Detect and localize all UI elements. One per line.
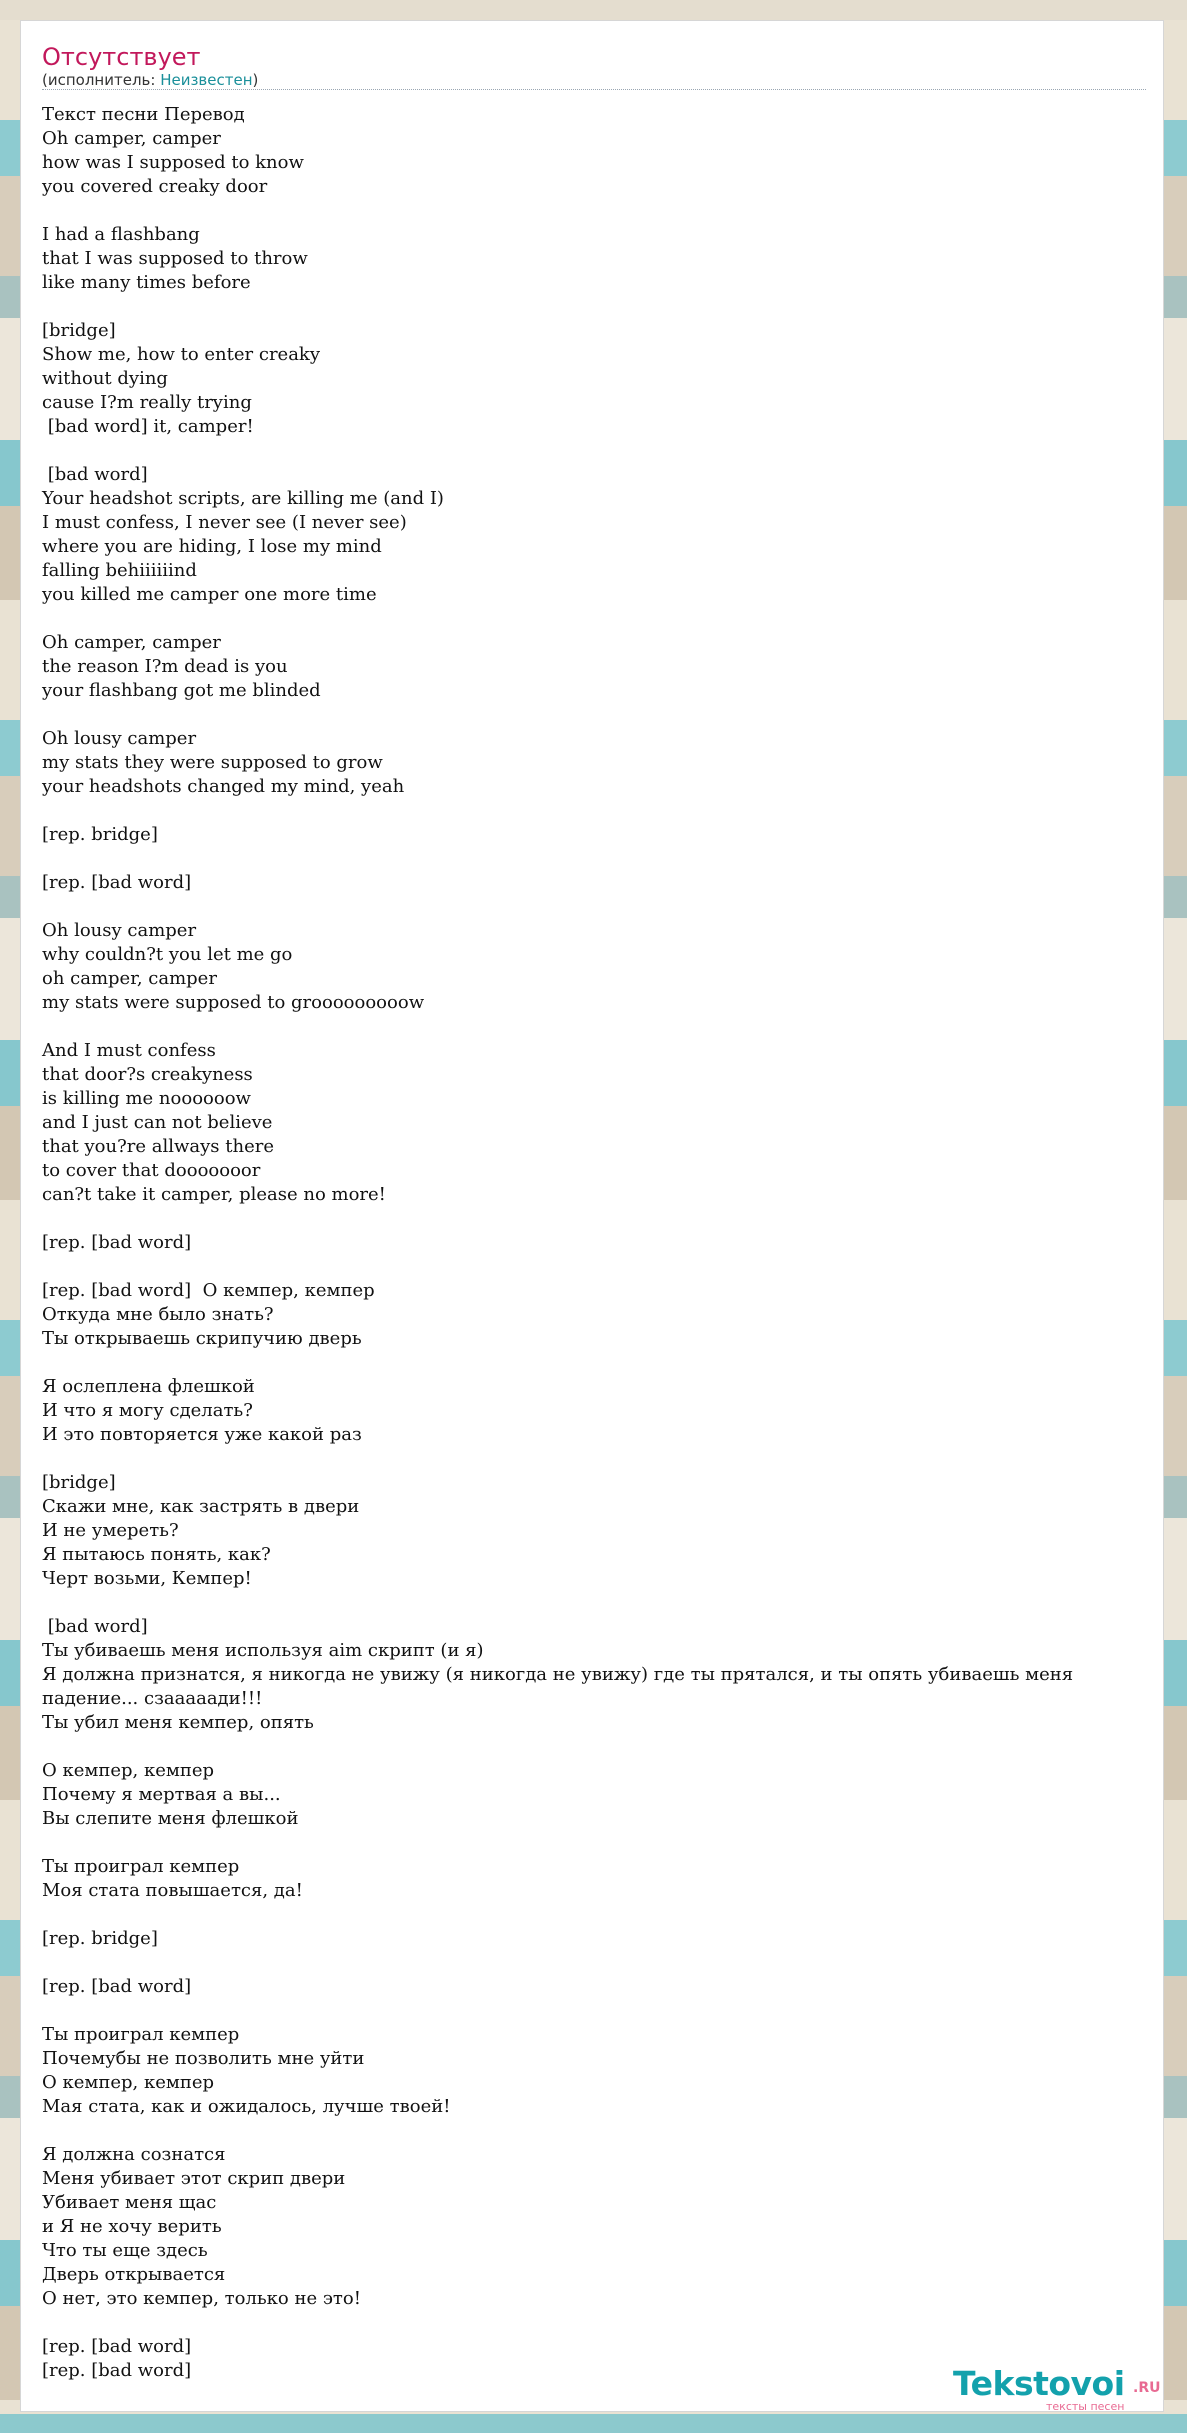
logo-suffix: .RU [1133, 2380, 1161, 2396]
song-title: Отсутствует [42, 43, 201, 71]
lyrics-page [20, 20, 1164, 2412]
logo-name: Tekstovoi [953, 2364, 1125, 2403]
title-divider [42, 89, 1146, 90]
site-logo[interactable] [953, 2364, 1161, 2413]
lyrics-text: Текст песни Перевод Oh camper, camper how was I supposed to know you covered creaky door I had a flashbang that I was supposed to throw like many times before [bridge] Show me, how to enter creaky without dying cause I?m really trying [bad word] it, camper! [bad word] Your headshot scripts, are killing me (and I) I must confess, I never see (I never see) where you are hiding, I lose my mind falling behiiiiiind you killed me camper one more time Oh camper, camper the reason I?m dead is you your flashbang got me blinded Oh lousy camper my stats they were supposed to grow your headshots changed my mind, yeah [rep. bridge] [rep. [bad word] Oh lousy camper why couldn?t you let me go oh camper, camper my stats were supposed to grooooooooow And I must confess that door?s creakyness is killing me noooooow and I just can not believe that you?re allways there to cover that dooooooor can?t take it camper, please no more! [rep. [bad word] [rep. [bad word] О кемпер, кемпер Откуда мне было знать? Ты открываешь скрипучию дверь Я ослеплена флешкой И что я могу сделать? И это повторяется уже какой раз [bridge] Скажи мне, как застрять в двери И не умереть? Я пытаюсь понять, как? Черт возьми, Кемпер! [bad word] Ты убиваешь меня используя aim скрипт (и я) Я должна признатся, я никогда не увижу (я никогда не увижу) где ты прятался, и ты опять убиваешь меня падение... сзааааади!!! Ты убил меня кемпер, опять О кемпер, кемпер Почему я мертвая а вы... Вы слепите меня флешкой Ты проиграл кемпер Моя стата повышается, да! [rep. bridge] [rep. [bad word] Ты проиграл кемпер Почемубы не позволить мне уйти О кемпер, кемпер Мая стата, как и ожидалось, лучше твоей! Я должна сознатся Меня убивает этот скрип двери Убивает меня щас и Я не хочу верить Что ты еще здесь Дверь открывается О нет, это кемпер, только не это! [rep. [bad word] [rep. [bad word] [42, 104, 1074, 2381]
artist-prefix: (исполнитель: [42, 71, 161, 89]
artist-link[interactable]: Неизвестен [160, 71, 253, 89]
logo-tagline: тексты песен [1046, 2400, 1125, 2413]
background-frame-bottom [0, 2414, 1187, 2433]
background-frame-top [0, 0, 1187, 20]
artist-suffix: ) [252, 71, 259, 89]
artist-line [42, 71, 258, 89]
